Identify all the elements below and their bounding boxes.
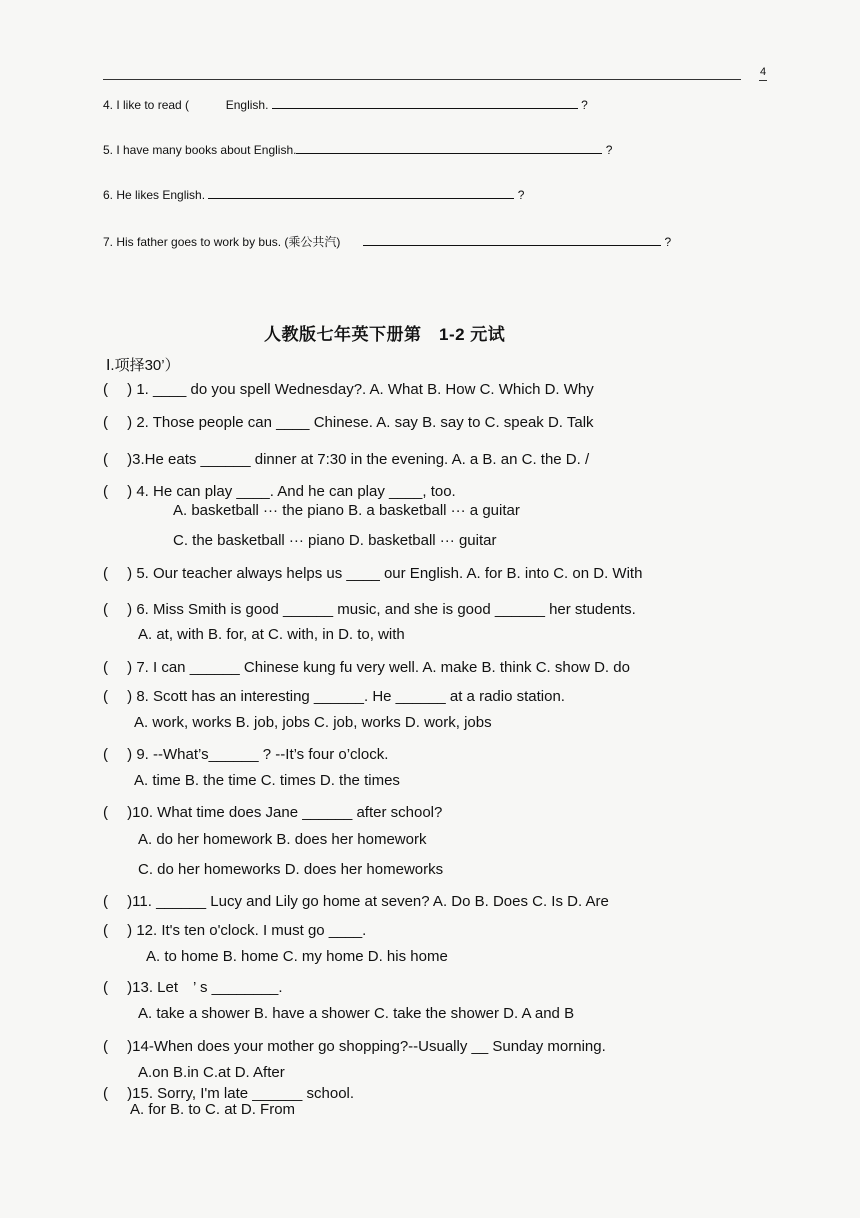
question-6: ( ) 6. Miss Smith is good ______ music, and she is good ______ her students. (103, 601, 636, 618)
question-15: ( )15. Sorry, I'm late ______ school. (103, 1085, 355, 1102)
question-9-options: A. time B. the time C. times D. the times (134, 772, 400, 789)
question-8: ( ) 8. Scott has an interesting ______. He ______ at a radio station. (103, 688, 565, 705)
question-12-options: A. to home B. home C. my home D. his home (146, 948, 448, 965)
question-2: ( ) 2. Those people can ____ Chinese. A. say B. say to C. speak D. Talk (103, 414, 594, 431)
question-9: ( ) 9. --What’s______ ? --It’s four o’clock. (103, 746, 389, 763)
transform-item-6: 6. He likes English. ? (103, 188, 525, 202)
question-8-options: A. work, works B. job, jobs C. job, works D. work, jobs (134, 714, 492, 731)
transform-item-5: 5. I have many books about English. ? (103, 143, 613, 157)
question-10-options-cd: C. do her homeworks D. does her homeworks (138, 861, 444, 878)
question-7: ( ) 7. I can ______ Chinese kung fu very well. A. make B. think C. show D. do (103, 659, 630, 676)
question-13: ( )13. Let ’ s ________. (103, 979, 283, 996)
question-5: ( ) 5. Our teacher always helps us ____ our English. A. for B. into C. on D. With (103, 565, 643, 582)
question-4: ( ) 4. He can play ____. And he can play ____, too. (103, 483, 456, 500)
question-10-options-ab: A. do her homework B. does her homework (138, 831, 427, 848)
transform-item-7: 7. His father goes to work by bus. (乘公共汽) ? (103, 235, 672, 249)
page-number: 4 (760, 66, 767, 78)
answer-blank[interactable] (272, 107, 578, 109)
question-15-options: A. for B. to C. at D. From (130, 1101, 296, 1118)
question-13-options: A. take a shower B. have a shower C. take the shower D. A and B (138, 1005, 575, 1022)
answer-blank[interactable] (296, 152, 602, 154)
question-14-options: A.on B.in C.at D. After (138, 1064, 285, 1081)
answer-blank[interactable] (363, 244, 661, 246)
question-14: ( )14-When does your mother go shopping?--Usually __ Sunday morning. (103, 1038, 606, 1055)
section-heading: Ⅰ.项择30’） (106, 357, 180, 374)
question-6-options: A. at, with B. for, at C. with, in D. to, with (138, 626, 405, 643)
question-4-options-cd: C. the basketball ··· piano D. basketball ··· guitar (173, 532, 497, 549)
page-number-underline (759, 80, 767, 81)
header-rule (103, 79, 741, 80)
question-4-options-ab: A. basketball ··· the piano B. a basketball ··· a guitar (173, 502, 520, 519)
question-3: ( )3.He eats ______ dinner at 7:30 in the evening. A. a B. an C. the D. / (103, 451, 590, 468)
answer-blank[interactable] (208, 197, 514, 199)
question-1: ( ) 1. ____ do you spell Wednesday?. A. What B. How C. Which D. Why (103, 381, 594, 398)
question-11: ( )11. ______ Lucy and Lily go home at seven? A. Do B. Does C. Is D. Are (103, 893, 609, 910)
question-12: ( ) 12. It's ten o'clock. I must go ____. (103, 922, 367, 939)
page-title: 人教版七年英下册第 1-2 元试 (264, 325, 506, 344)
question-10: ( )10. What time does Jane ______ after school? (103, 804, 443, 821)
transform-item-4: 4. I like to read ( English. ? (103, 98, 588, 112)
